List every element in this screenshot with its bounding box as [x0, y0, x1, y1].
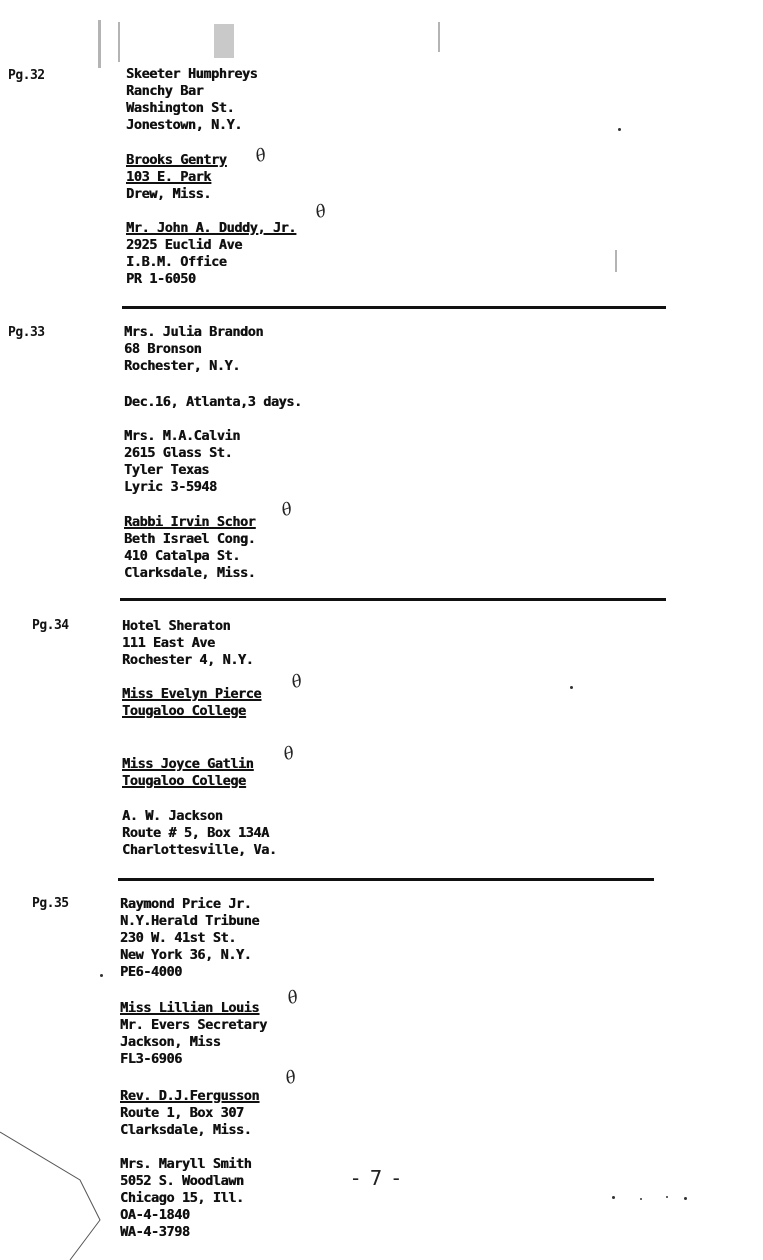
scan-artifact — [615, 250, 617, 272]
check-mark: θ — [281, 742, 298, 766]
entry-line: Raymond Price Jr. — [120, 896, 252, 912]
check-mark: θ — [253, 144, 270, 168]
entry-line: Ranchy Bar — [126, 83, 204, 99]
entry-line: Jackson, Miss — [120, 1034, 221, 1050]
scan-artifact — [98, 20, 101, 68]
address-entry — [122, 618, 253, 669]
address-entry — [126, 66, 257, 134]
entry-line: Lyric 3-5948 — [124, 479, 217, 495]
entry-line: 2925 Euclid Ave — [126, 237, 242, 253]
section-divider — [120, 598, 666, 601]
page-marker-35: Pg.35 — [32, 896, 69, 911]
page-number: - 7 - — [352, 1166, 402, 1190]
entry-line: Clarksdale, Miss. — [120, 1122, 252, 1138]
entry-line: Mrs. Maryll Smith — [120, 1156, 252, 1172]
entry-line: I.B.M. Office — [126, 254, 227, 270]
check-mark: θ — [283, 1066, 300, 1090]
travel-note — [124, 394, 302, 411]
entry-line: Tougaloo College — [122, 703, 246, 719]
address-entry — [122, 808, 277, 859]
entry-line: 68 Bronson — [124, 341, 202, 357]
entry-line: Washington St. — [126, 100, 235, 116]
scan-artifact — [438, 22, 440, 52]
scan-artifact — [612, 1196, 615, 1199]
entry-line: 2615 Glass St. — [124, 445, 233, 461]
entry-line: Brooks Gentry — [126, 152, 227, 168]
entry-line: 111 East Ave — [122, 635, 215, 651]
entry-line: Dec.16, Atlanta,3 days. — [124, 394, 302, 410]
section-divider — [122, 306, 666, 309]
address-entry — [120, 896, 259, 981]
entry-line: Skeeter Humphreys — [126, 66, 258, 82]
check-mark: θ — [285, 986, 302, 1010]
entry-line: Mrs. M.A.Calvin — [124, 428, 240, 444]
address-entry — [120, 1088, 259, 1139]
address-entry — [124, 428, 240, 496]
entry-line: PE6-4000 — [120, 964, 182, 980]
entry-line: PR 1-6050 — [126, 271, 196, 287]
page-marker-32: Pg.32 — [8, 68, 45, 83]
scan-artifact — [666, 1196, 668, 1198]
entry-line: 5052 S. Woodlawn — [120, 1173, 244, 1189]
scan-artifact — [214, 24, 234, 58]
check-mark: θ — [289, 670, 306, 694]
address-entry — [120, 1156, 251, 1241]
address-entry — [126, 152, 226, 203]
address-entry — [122, 756, 253, 790]
entry-line: Miss Joyce Gatlin — [122, 756, 254, 772]
scan-artifact — [570, 686, 573, 689]
scan-artifact — [118, 22, 120, 62]
entry-line: Jonestown, N.Y. — [126, 117, 242, 133]
entry-line: Route # 5, Box 134A — [122, 825, 269, 841]
entry-line: 103 E. Park — [126, 169, 212, 185]
entry-line: New York 36, N.Y. — [120, 947, 252, 963]
entry-line: Rev. D.J.Fergusson — [120, 1088, 260, 1104]
entry-line: N.Y.Herald Tribune — [120, 913, 260, 929]
entry-line: Mrs. Julia Brandon — [124, 324, 264, 340]
scan-artifact — [640, 1198, 642, 1200]
entry-line: Beth Israel Cong. — [124, 531, 256, 547]
entry-line: Mr. Evers Secretary — [120, 1017, 267, 1033]
entry-line: Chicago 15, Ill. — [120, 1190, 244, 1206]
check-mark: θ — [279, 498, 296, 522]
entry-line: Hotel Sheraton — [122, 618, 231, 634]
entry-line: WA-4-3798 — [120, 1224, 190, 1240]
address-entry — [124, 324, 263, 375]
address-entry — [122, 686, 261, 720]
entry-line: Rochester, N.Y. — [124, 358, 240, 374]
entry-line: Miss Lillian Louis — [120, 1000, 260, 1016]
entry-line: Tougaloo College — [122, 773, 246, 789]
check-mark: θ — [313, 200, 330, 224]
entry-line: Route 1, Box 307 — [120, 1105, 244, 1121]
entry-line: 230 W. 41st St. — [120, 930, 236, 946]
entry-line: Charlottesville, Va. — [122, 842, 277, 858]
page-marker-34: Pg.34 — [32, 618, 69, 633]
scan-artifact — [618, 128, 621, 131]
entry-line: Rabbi Irvin Schor — [124, 514, 256, 530]
entry-line: OA-4-1840 — [120, 1207, 190, 1223]
entry-line: Tyler Texas — [124, 462, 210, 478]
entry-line: A. W. Jackson — [122, 808, 223, 824]
address-entry — [126, 220, 296, 288]
entry-line: Mr. John A. Duddy, Jr. — [126, 220, 297, 236]
scan-artifact — [684, 1197, 687, 1200]
page-marker-33: Pg.33 — [8, 325, 45, 340]
entry-line: 410 Catalpa St. — [124, 548, 240, 564]
entry-line: Miss Evelyn Pierce — [122, 686, 262, 702]
scan-artifact — [0, 1120, 110, 1260]
entry-line: Rochester 4, N.Y. — [122, 652, 254, 668]
scan-artifact — [100, 974, 103, 977]
entry-line: FL3-6906 — [120, 1051, 182, 1067]
entry-line: Clarksdale, Miss. — [124, 565, 256, 581]
address-entry — [124, 514, 255, 582]
address-entry — [120, 1000, 267, 1068]
entry-line: Drew, Miss. — [126, 186, 212, 202]
section-divider — [118, 878, 654, 881]
